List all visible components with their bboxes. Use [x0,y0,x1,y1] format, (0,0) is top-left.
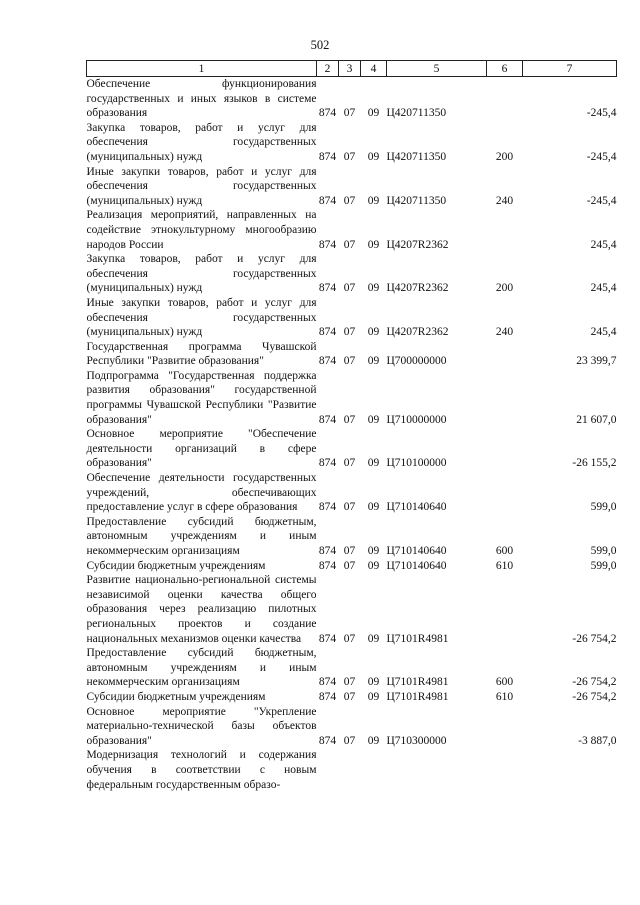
row-pr-cell: 09 [367,632,380,645]
table-row [87,690,617,705]
row-pr-cell: 09 [367,194,380,207]
row-gr-cell: 874 [318,194,337,207]
row-amount-cell: -26 754,2 [572,676,617,689]
row-amount-cell: -245,4 [586,150,617,163]
page-number: 502 [310,38,330,52]
row-pr-cell: 09 [367,559,380,572]
column-header: 3 [339,61,361,77]
table-row [87,705,617,749]
row-name-cell: Иные закупки товаров, работ и услуг для обеспечения государственных (муниципальных) нужд [86,296,317,339]
row-amount-cell: 245,4 [590,238,617,251]
row-vr-cell [487,340,523,369]
row-gr-cell: 874 [318,326,337,339]
row-cs-cell: Ц710100000 [386,457,447,470]
row-cs-cell: Ц420711350 [386,150,447,163]
row-name-cell: Развитие национально-региональной системы независимой оценки качества общего образования через реализацию пилотных региональных проектов и создание национальных механизмов оценки качества [86,574,317,645]
row-rz-cell: 07 [343,690,356,703]
row-gr-cell: 874 [318,690,337,703]
row-name-cell: Субсидии бюджетным учреждениям [86,690,266,703]
row-cs-cell: Ц4207R2362 [386,282,449,295]
row-rz-cell: 07 [343,676,356,689]
row-name-cell: Закупка товаров, работ и услуг для обеспечения государственных (муниципальных) нужд [86,253,317,295]
row-pr-cell: 09 [367,238,380,251]
row-vr-cell: 200 [495,150,514,163]
row-vr-cell [487,77,523,121]
row-rz-cell: 07 [343,559,356,572]
table-row [87,646,617,690]
row-name-cell: Закупка товаров, работ и услуг для обеспечения государственных (муниципальных) нужд [86,121,317,163]
table-header-row [87,61,617,77]
row-cs-cell: Ц700000000 [386,355,447,368]
row-rz-cell: 07 [343,413,356,426]
row-pr-cell: 09 [367,413,380,426]
row-rz-cell: 07 [343,457,356,470]
row-vr-cell: 610 [495,559,514,572]
row-rz-cell: 07 [343,545,356,557]
row-name-cell: Основное мероприятие "Укрепление материально-технической базы объектов образования" [86,705,317,747]
row-gr-cell: 874 [318,282,337,295]
row-amount-cell: -245,4 [586,194,617,207]
table-row [87,748,617,792]
row-vr-cell: 240 [495,194,514,207]
row-cs-cell: Ц7101R4981 [386,632,449,645]
row-pr-cell: 09 [367,150,380,163]
row-name-cell: Субсидии бюджетным учреждениям [86,559,266,572]
row-pr-cell: 09 [367,734,380,747]
row-cs-cell: Ц4207R2362 [386,238,449,251]
row-gr-cell: 874 [318,107,337,120]
row-gr-cell: 874 [318,632,337,645]
row-amount-cell: -3 887,0 [578,734,617,747]
row-cs-cell: Ц710300000 [386,734,447,747]
row-amount-cell: -26 754,2 [572,690,617,703]
row-cs-cell: Ц710140640 [386,559,447,572]
table-row [87,252,617,296]
row-amount-cell: 599,0 [590,501,617,514]
row-cs-cell: Ц710140640 [386,501,447,514]
row-pr-cell: 09 [367,326,380,339]
column-header: 4 [361,61,387,77]
row-cs-cell [387,748,487,792]
row-cs-cell: Ц420711350 [386,194,447,207]
row-amount-cell: 23 399,7 [576,355,617,368]
row-vr-cell [487,471,523,515]
row-name-cell: Основное мероприятие "Обеспечение деятельности организаций в сфере образования" [86,428,317,470]
row-name-cell: Обеспечение деятельности государственных учреждений, обеспечивающих предоставление услуг в сфере образования [86,472,317,514]
row-pr-cell: 09 [367,545,380,557]
row-pr-cell [361,748,387,792]
row-rz-cell [339,748,361,792]
row-pr-cell: 09 [367,355,380,368]
table-row [87,573,617,646]
column-header: 2 [317,61,339,77]
row-name-cell: Предоставление субсидий бюджетным, автономным учреждениям и иным некоммерческим организациям [86,515,317,557]
row-vr-cell [487,369,523,427]
row-name-cell: Обеспечение функционирования государственных и иных языков в системе образования [86,78,317,120]
row-cs-cell: Ц710000000 [386,413,447,426]
column-header: 5 [387,61,487,77]
table-body [87,77,617,793]
row-gr-cell: 874 [318,238,337,251]
row-amount-cell: 21 607,0 [576,413,617,426]
table-row [87,369,617,427]
column-header: 6 [487,61,523,77]
row-name-cell: Иные закупки товаров, работ и услуг для обеспечения государственных (муниципальных) нужд [86,165,317,207]
row-amount-cell: 245,4 [590,282,617,295]
row-rz-cell: 07 [343,107,356,120]
row-name-cell: Государственная программа Чувашской Республики "Развитие образования" [86,340,317,368]
row-amount-cell: -26 754,2 [572,632,617,645]
table-row [87,340,617,369]
row-amount-cell: 599,0 [590,545,617,557]
row-name-cell: Предоставление субсидий бюджетным, автономным учреждениям и иным некоммерческим организациям [86,647,317,689]
row-rz-cell: 07 [343,355,356,368]
row-pr-cell: 09 [367,457,380,470]
row-amount-cell: -245,4 [586,107,617,120]
row-gr-cell: 874 [318,676,337,689]
row-gr-cell: 874 [318,545,337,557]
column-header: 7 [523,61,617,77]
table-row [87,427,617,471]
row-vr-cell: 600 [495,676,514,689]
row-cs-cell: Ц710140640 [386,545,447,557]
row-cs-cell: Ц420711350 [386,107,447,120]
row-amount-cell: 599,0 [590,559,617,572]
row-rz-cell: 07 [343,501,356,514]
row-amount-cell: 245,4 [590,326,617,339]
row-gr-cell: 874 [318,559,337,572]
column-header: 1 [87,61,317,77]
row-vr-cell [487,427,523,471]
row-name-cell: Модернизация технологий и содержания обучения в соответствии с новым федеральным государственным образо- [86,749,317,791]
row-rz-cell: 07 [343,282,356,295]
row-rz-cell: 07 [343,734,356,747]
row-rz-cell: 07 [343,150,356,163]
budget-table [86,60,617,792]
row-pr-cell: 09 [367,676,380,689]
table-row [87,515,617,559]
row-rz-cell: 07 [343,238,356,251]
row-pr-cell: 09 [367,501,380,514]
row-vr-cell: 240 [495,326,514,339]
row-pr-cell: 09 [367,107,380,120]
row-gr-cell: 874 [318,457,337,470]
table-row [87,296,617,340]
row-cs-cell: Ц7101R4981 [386,676,449,689]
row-amount-cell [523,748,617,792]
table-row [87,559,617,574]
table-row [87,165,617,209]
table-row [87,77,617,121]
row-rz-cell: 07 [343,194,356,207]
row-vr-cell [487,208,523,252]
row-rz-cell: 07 [343,326,356,339]
row-vr-cell: 600 [495,545,514,557]
row-gr-cell: 874 [318,413,337,426]
row-gr-cell: 874 [318,355,337,368]
table-row [87,208,617,252]
row-vr-cell: 200 [495,282,514,295]
row-gr-cell [317,748,339,792]
row-vr-cell: 610 [495,690,514,703]
row-vr-cell [487,573,523,646]
table-row [87,471,617,515]
row-name-cell: Подпрограмма "Государственная поддержка развития образования" государственной программы Чувашской Республики "Развитие образования" [86,369,317,426]
row-pr-cell: 09 [367,690,380,703]
row-rz-cell: 07 [343,632,356,645]
row-gr-cell: 874 [318,501,337,514]
row-gr-cell: 874 [318,150,337,163]
row-amount-cell: -26 155,2 [572,457,617,470]
row-cs-cell: Ц4207R2362 [386,326,449,339]
row-pr-cell: 09 [367,282,380,295]
table-row [87,121,617,165]
row-cs-cell: Ц7101R4981 [386,690,449,703]
row-vr-cell [487,748,523,792]
row-name-cell: Реализация мероприятий, направленных на содействие этнокультурному многообразию народов России [86,209,317,251]
row-gr-cell: 874 [318,734,337,747]
row-vr-cell [487,705,523,749]
